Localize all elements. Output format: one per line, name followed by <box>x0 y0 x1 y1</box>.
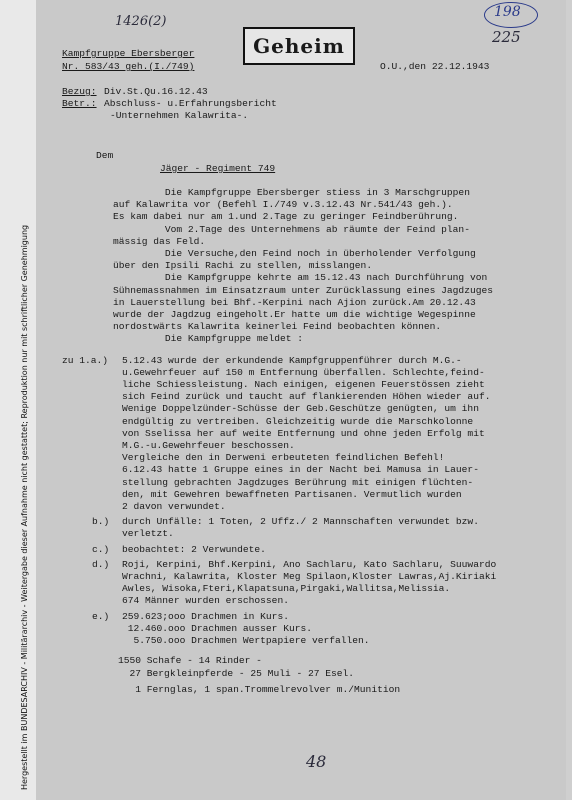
body-line: über den Ipsili Rachi zu stellen, misslangen. <box>113 260 373 272</box>
handwritten-page-number: 225 <box>492 28 521 46</box>
handwritten-file-number: 1426(2) <box>115 14 167 29</box>
item-line: 12.460.ooo Drachmen ausser Kurs. <box>122 622 312 634</box>
item-line: Awles, Wisoka,Fteri,Klapatsuna,Pirgaki,Wallitsa,Melissia. <box>122 583 451 595</box>
item-line: 259.623;ooo Drachmen in Kurs. <box>122 610 289 622</box>
item-label: d.) <box>92 558 110 570</box>
recipient-name: Jäger - Regiment 749 <box>160 163 276 174</box>
body-line: nordostwärts Kalawrita keinerlei Feind beobachten können. <box>113 321 442 333</box>
archive-notice: Hergestellt im BUNDESARCHIV - Militärarchiv - Weitergabe dieser Aufnahme nicht gestattet; Reproduktion nur mit schriftlicher Genehmigung <box>20 224 29 790</box>
item-line: Vergleiche den in Derweni erbeuteten feindlichen Befehl! <box>122 452 445 464</box>
unit-name: Kampfgruppe Ebersberger <box>62 48 195 59</box>
item-line: endgültig zu vertreiben. Gleichzeitig wurde die Marschkolonne <box>122 415 474 427</box>
body-line: in Lauerstellung bei Bhf.-Kerpini nach Ajion zurück.Am 20.12.43 <box>113 296 476 308</box>
item-line: von Sselissa her auf weite Entfernung und ohne jeden Erfolg mit <box>122 427 485 439</box>
item-line: Wenige Doppelzünder-Schüsse der Geb.Geschütze genügten, um ihn <box>122 403 479 415</box>
body-line: Die Kampfgruppe meldet : <box>113 333 303 345</box>
reference-number: Nr. 583/43 geh.(I./749) <box>62 61 195 72</box>
tail-line: 1 Fernglas, 1 span.Trommelrevolver m./Munition <box>118 684 401 696</box>
item-label: e.) <box>92 610 110 622</box>
item-line: Roji, Kerpini, Bhf.Kerpini, Ano Sachlaru, Kato Sachlaru, Suuwardo <box>122 558 497 570</box>
item-line: stellung gebrachten Jagdzuges Berührung mit einigen flüchten- <box>122 476 474 488</box>
stamp-text: Geheim <box>253 34 345 58</box>
tail-line: 27 Bergkleinpferde - 25 Muli - 27 Esel. <box>118 668 355 680</box>
item-line: beobachtet: 2 Verwundete. <box>122 543 266 555</box>
item-label: c.) <box>92 543 110 555</box>
body-line: Vom 2.Tage des Unternehmens ab räumte der Feind plan- <box>113 223 470 235</box>
handwritten-bottom-number: 48 <box>306 752 327 771</box>
item-line: M.G.-u.Gewehrfeuer beschossen. <box>122 440 295 451</box>
tail-line: 1550 Schafe - 14 Rinder - <box>118 655 262 667</box>
secret-stamp <box>243 27 355 65</box>
item-line: Wrachni, Kalawrita, Kloster Meg Spilaon,Kloster Lawras,Aj.Kiriaki <box>122 571 497 582</box>
item-line: 674 Männer wurden erschossen. <box>122 595 289 607</box>
item-line: durch Unfälle: 1 Toten, 2 Uffz./ 2 Mannschaften verwundet bzw. <box>122 516 479 528</box>
body-line: Sühnemassnahmen im Einsatzraum unter Zurücklassung eines Jagdzuges <box>113 284 493 296</box>
item-line: 2 davon verwundet. <box>122 501 226 512</box>
place-date: O.U.,den 22.12.1943 <box>380 61 490 72</box>
betr-label: Betr.: <box>62 98 97 109</box>
handwritten-circled-number: 198 <box>494 4 521 20</box>
body-line: Die Versuche,den Feind noch in überholender Verfolgung <box>113 248 476 259</box>
salutation: Dem <box>96 150 114 161</box>
body-line: Es kam dabei nur am 1.und 2.Tage zu geringer Feindberührung. <box>113 211 459 223</box>
item-label: zu 1.a.) <box>62 354 109 366</box>
item-line: 5.750.ooo Drachmen Wertpapiere verfallen. <box>122 635 370 646</box>
body-line: mässig das Feld. <box>113 235 206 247</box>
bezug-label: Bezug: <box>62 86 97 97</box>
item-line: den, mit Gewehren bewaffneten Partisanen. Vermutlich wurden <box>122 488 462 500</box>
body-line: Die Kampfgruppe Ebersberger stiess in 3 Marschgruppen <box>113 187 470 198</box>
binding-margin <box>0 0 37 800</box>
betr-line-2: -Unternehmen Kalawrita-. <box>110 110 249 121</box>
body-line: auf Kalawrita vor (Befehl I./749 v.3.12.43 Nr.541/43 geh.). <box>113 199 453 211</box>
item-line: liche Schiessleistung. Nach einigen, eigenen Feuerstössen zieht <box>122 379 485 390</box>
item-line: sich Feind zurück und taucht auf flankierenden Höhen wieder auf. <box>122 391 491 403</box>
body-line: Die Kampfgruppe kehrte am 15.12.43 nach Durchführung von <box>113 272 488 284</box>
item-line: u.Gewehrfeuer auf 150 m Entfernung überfallen. Schlechte,feind- <box>122 366 485 378</box>
item-line: verletzt. <box>122 528 174 540</box>
item-line: 5.12.43 wurde der erkundende Kampfgruppenführer durch M.G.- <box>122 354 462 366</box>
body-line: wurde der Jagdzug eingeholt.Er hatte um die wichtige Wegespinne <box>113 309 476 320</box>
betr-line-1: Abschluss- u.Erfahrungsbericht <box>104 98 277 109</box>
bezug-text: Div.St.Qu.16.12.43 <box>104 86 208 97</box>
item-line: 6.12.43 hatte 1 Gruppe eines in der Nacht bei Mamusa in Lauer- <box>122 464 479 476</box>
item-label: b.) <box>92 516 110 528</box>
